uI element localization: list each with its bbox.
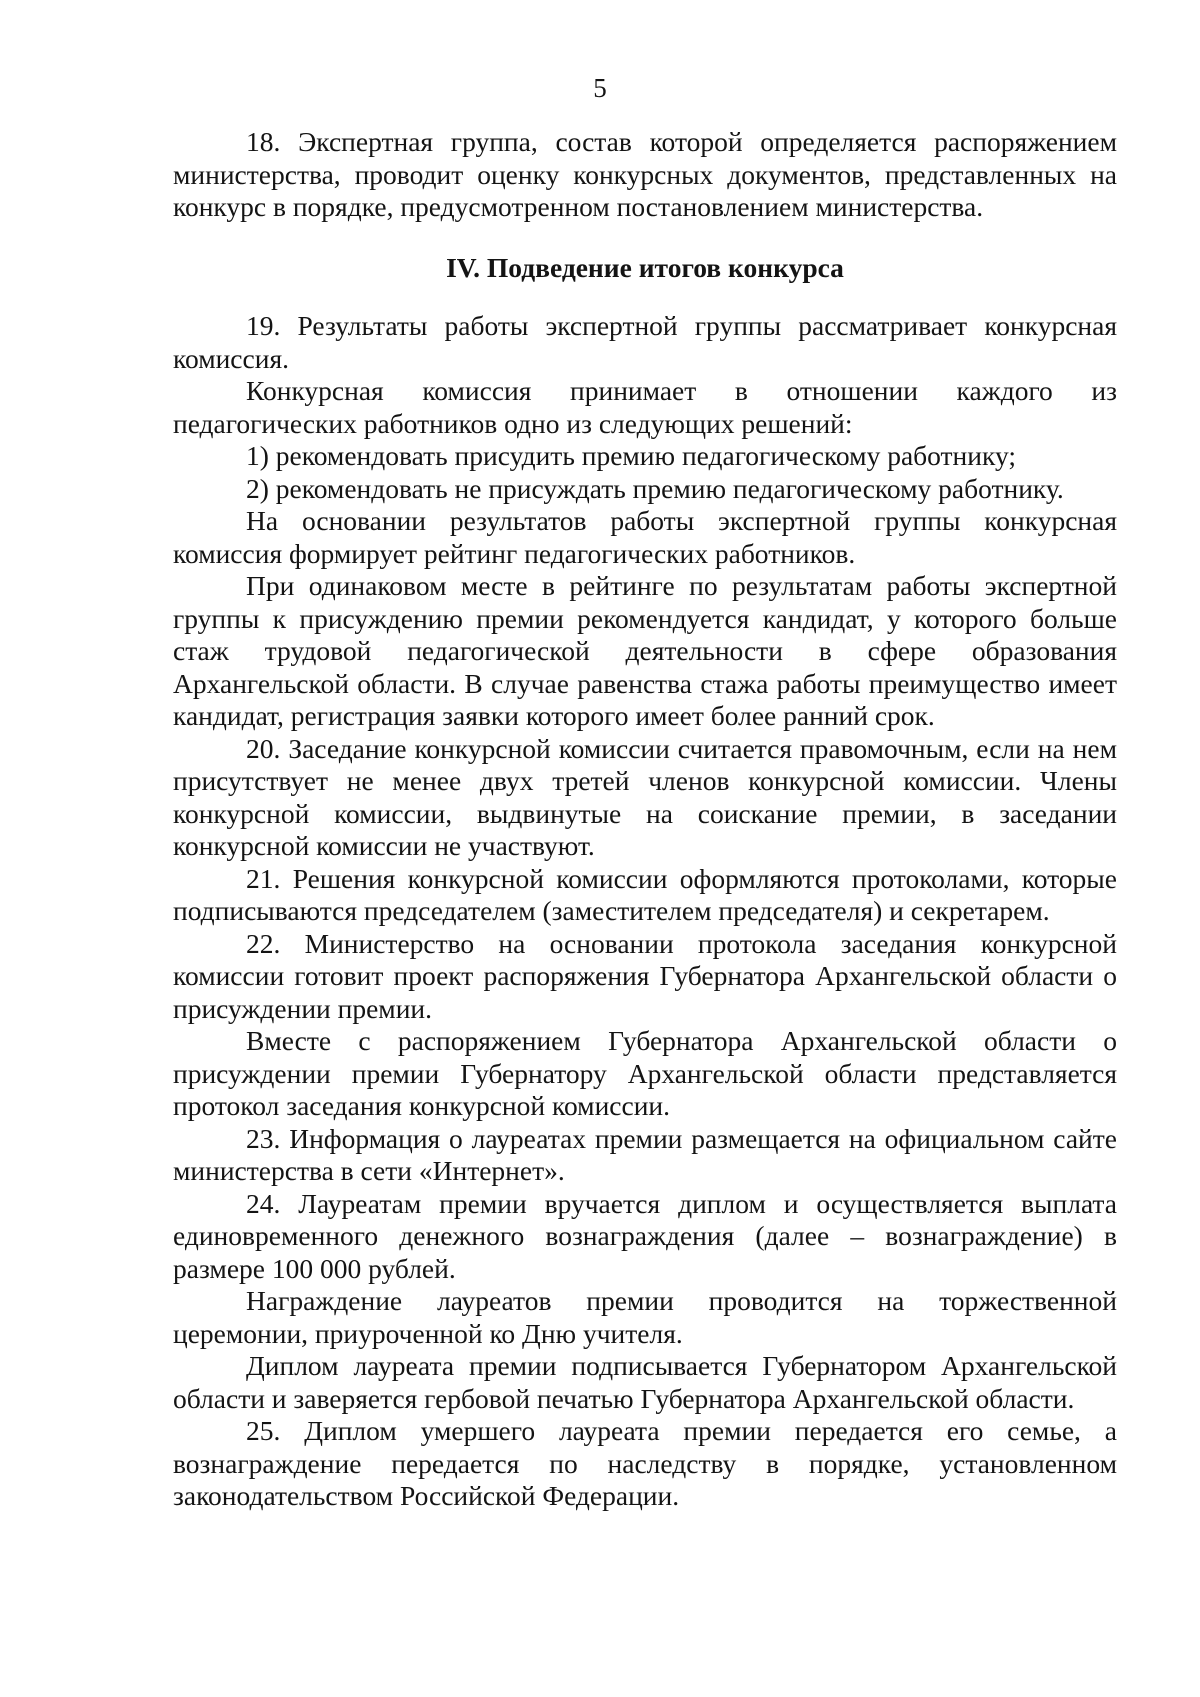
paragraph-18: 18. Экспертная группа, состав которой определяется распоряжением министерства, проводит оценку конкурсных документов, представленных на конкурс в порядке, предусмотренном постановлением министерства. [173, 126, 1117, 222]
paragraph-25: 25. Диплом умершего лауреата премии передается его семье, а вознаграждение передается по наследству в порядке, установленном законодательством Российской Федерации. [173, 1415, 1117, 1511]
paragraph-21: 21. Решения конкурсной комиссии оформляются протоколами, которые подписываются председателем (заместителем председателя) и секретарем. [173, 862, 1117, 926]
list-item-1: 1) рекомендовать присудить премию педагогическому работнику; [246, 440, 1016, 471]
document-body [173, 126, 1117, 1513]
page-number: 5 [593, 73, 607, 103]
paragraph-protocol: Вместе с распоряжением Губернатора Архангельской области о присуждении премии Губернатору Архангельской области представляется протокол заседания конкурсной комиссии. [173, 1025, 1117, 1121]
paragraph-20: 20. Заседание конкурсной комиссии считается правомочным, если на нем присутствует не менее двух третей членов конкурсной комиссии. Члены конкурсной комиссии, выдвинутые на соискание премии, в заседании конкурсной комиссии не участвуют. [173, 732, 1117, 861]
paragraph-ceremony: Награждение лауреатов премии проводится на торжественной церемонии, приуроченной ко Дню учителя. [173, 1285, 1117, 1349]
paragraph-23: 23. Информация о лауреатах премии размещается на официальном сайте министерства в сети «Интернет». [173, 1122, 1117, 1186]
paragraph-commission-decisions: Конкурсная комиссия принимает в отношении каждого из педагогических работников одно из следующих решений: [173, 375, 1117, 439]
section-title: IV. Подведение итогов конкурса [446, 251, 844, 283]
list-item-2: 2) рекомендовать не присуждать премию педагогическому работнику. [246, 472, 1064, 504]
paragraph-24: 24. Лауреатам премии вручается диплом и осуществляется выплата единовременного денежного вознаграждения (далее – вознаграждение) в размере 100 000 рублей. [173, 1187, 1117, 1284]
paragraph-equal-place: При одинаковом месте в рейтинге по результатам работы экспертной группы к присуждению премии рекомендуется кандидат, у которого больше стаж трудовой педагогической деятельности в сфере образования Архангельской области. В случае равенства стажа работы преимущество имеет кандидат, регистрация заявки которого имеет более ранний срок. [173, 570, 1117, 731]
paragraph-19: 19. Результаты работы экспертной группы рассматривает конкурсная комиссия. [173, 310, 1117, 374]
paragraph-diploma: Диплом лауреата премии подписывается Губернатором Архангельской области и заверяется гербовой печатью Губернатора Архангельской области. [173, 1350, 1117, 1414]
paragraph-rating: На основании результатов работы экспертной группы конкурсная комиссия формирует рейтинг педагогических работников. [173, 505, 1117, 569]
paragraph-22: 22. Министерство на основании протокола заседания конкурсной комиссии готовит проект распоряжения Губернатора Архангельской области о присуждении премии. [173, 927, 1117, 1024]
